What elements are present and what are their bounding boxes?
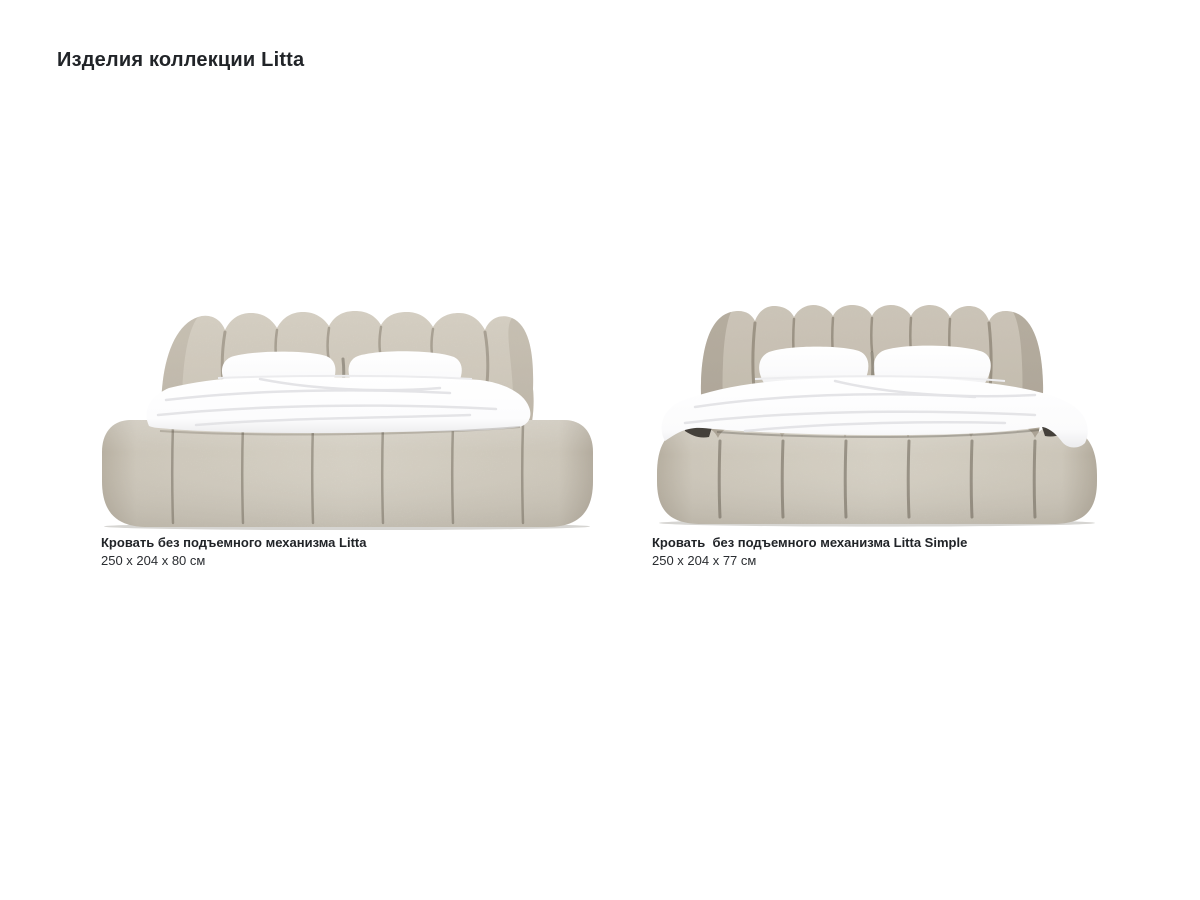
product-name: Кровать без подъемного механизма Litta [101, 535, 367, 550]
product-card-litta[interactable] [100, 305, 595, 568]
page-title: Изделия коллекции Litta [57, 49, 305, 71]
product-card-litta-simple[interactable] [652, 303, 1100, 568]
duvet [146, 376, 530, 435]
product-image-litta [100, 305, 595, 530]
product-name: Кровать без подъемного механизма Litta Simple [652, 535, 968, 550]
product-caption-litta [101, 534, 531, 570]
bed-illustration-litta [100, 305, 595, 530]
product-caption-litta-simple [652, 534, 1082, 570]
bed-illustration-litta-simple [655, 303, 1100, 527]
product-image-litta-simple [655, 303, 1100, 527]
product-dimensions: 250 x 204 x 80 см [101, 553, 206, 568]
product-dimensions: 250 x 204 x 77 см [652, 553, 757, 568]
